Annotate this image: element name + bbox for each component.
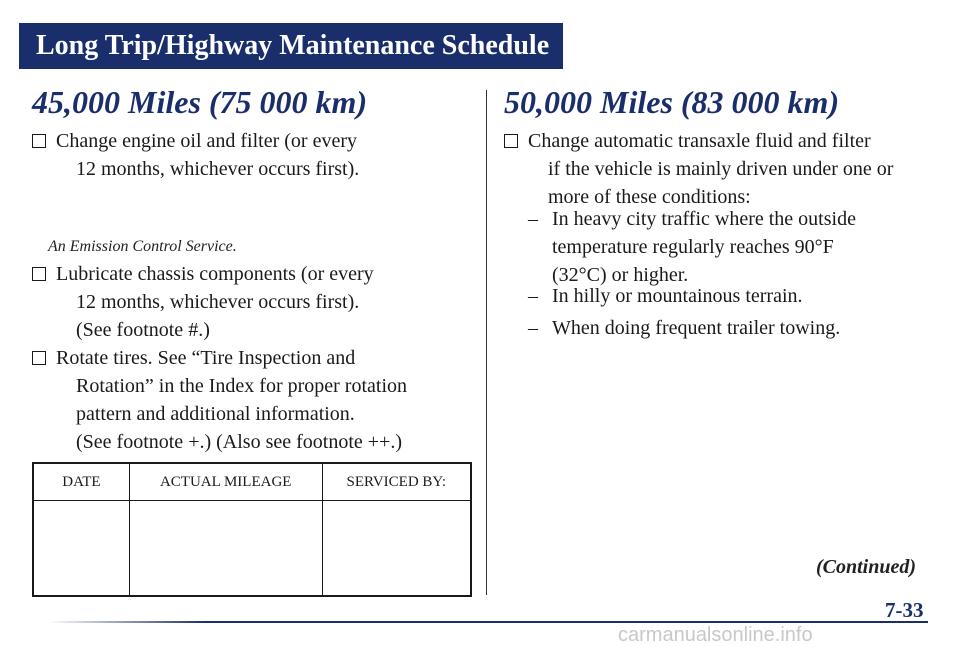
service-record-table [32, 462, 472, 597]
condition-line: temperature regularly reaches 90°F [552, 236, 834, 258]
item-line: 12 months, whichever occurs first). [76, 291, 360, 313]
dash-bullet-icon: – [528, 317, 538, 339]
column-header-serviced-by: SERVICED BY: [322, 463, 471, 501]
serviced-by-entry-cell[interactable] [322, 501, 471, 597]
continued-label: (Continued) [816, 556, 917, 578]
item-line: if the vehicle is mainly driven under one or [548, 158, 894, 180]
condition-item [528, 314, 840, 342]
item-line: more of these conditions: [548, 186, 751, 208]
item-line: (See footnote +.) (Also see footnote ++.) [76, 431, 402, 453]
column-divider [486, 90, 487, 595]
page-number: 7-33 [885, 598, 924, 622]
condition-line: (32°C) or higher. [552, 264, 689, 286]
page-title: Long Trip/Highway Maintenance Schedule [36, 30, 550, 61]
date-entry-cell[interactable] [33, 501, 129, 597]
section-title-50000: 50,000 Miles (83 000 km) [504, 84, 840, 120]
item-text [504, 127, 893, 211]
checklist-item [32, 344, 407, 456]
item-line: 12 months, whichever occurs first). [76, 158, 360, 180]
watermark: carmanualsonline.info [618, 624, 813, 646]
checkbox-icon [32, 267, 46, 281]
footer-rule [48, 621, 928, 623]
item-line: pattern and additional information. [76, 403, 355, 425]
dash-bullet-icon: – [528, 285, 538, 307]
column-header-actual-mileage: ACTUAL MILEAGE [129, 463, 322, 501]
condition-item [528, 282, 803, 310]
item-line: (See footnote #.) [76, 319, 210, 341]
section-title-45000: 45,000 Miles (75 000 km) [32, 84, 368, 120]
dash-bullet-icon: – [528, 208, 538, 230]
item-line: Lubricate chassis components (or every [56, 263, 374, 285]
table-row [33, 501, 471, 597]
condition-item [528, 205, 856, 289]
emission-note: An Emission Control Service. [48, 238, 237, 255]
item-text [32, 260, 374, 344]
mileage-entry-cell[interactable] [129, 501, 322, 597]
checkbox-icon [32, 351, 46, 365]
item-text [32, 127, 359, 183]
checklist-item [504, 127, 893, 211]
column-header-date: DATE [33, 463, 129, 501]
checklist-item [32, 260, 374, 344]
condition-line: In hilly or mountainous terrain. [552, 285, 803, 307]
condition-line: In heavy city traffic where the outside [552, 208, 856, 230]
item-line: Rotate tires. See “Tire Inspection and [56, 347, 356, 369]
item-line: Change automatic transaxle fluid and filter [528, 130, 871, 152]
condition-line: When doing frequent trailer towing. [552, 317, 841, 339]
checklist-item [32, 127, 359, 183]
item-text [32, 344, 407, 456]
checkbox-icon [504, 134, 518, 148]
item-line: Rotation” in the Index for proper rotation [76, 375, 408, 397]
table-header-row [33, 463, 471, 501]
item-line: Change engine oil and filter (or every [56, 130, 357, 152]
checkbox-icon [32, 134, 46, 148]
